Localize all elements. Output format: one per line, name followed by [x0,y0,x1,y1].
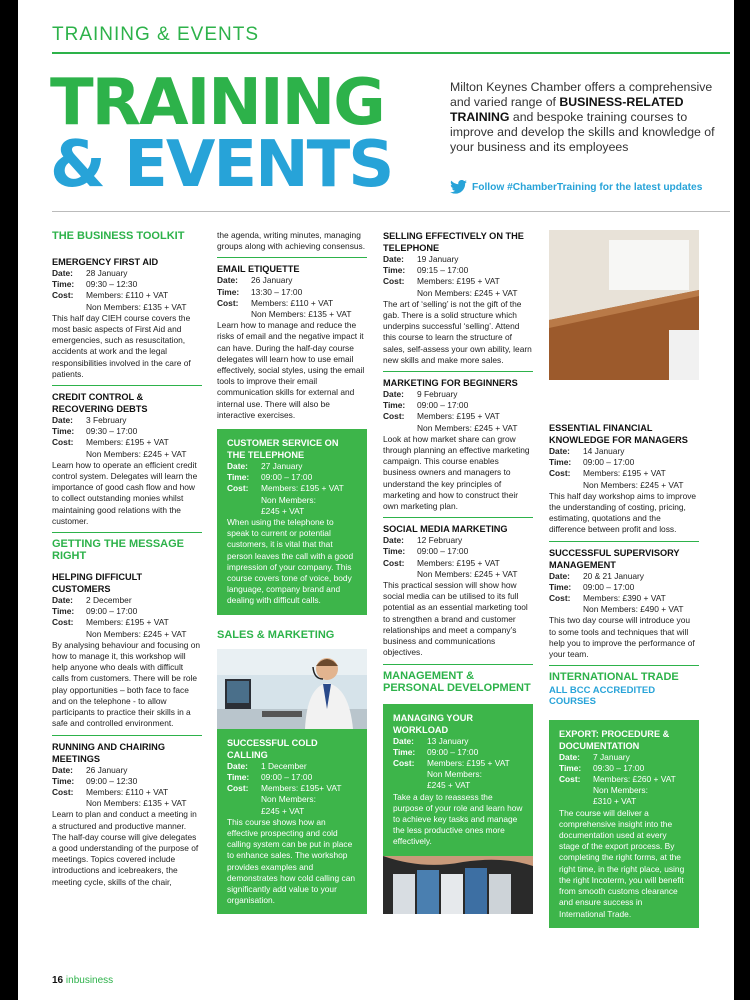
rule [52,532,202,533]
date-label: Date: [393,735,414,746]
intro-text [450,80,725,155]
time-label: Time: [52,426,75,437]
course-time: 09:00 – 17:00 [417,546,469,557]
date-label: Date: [383,535,404,546]
course-details [383,254,533,299]
cost-label: Cost: [227,783,249,794]
section-heading: MANAGEMENT & PERSONAL DEVELOPMENT [383,669,531,694]
member-cost: Members: £195 + VAT [86,437,169,448]
twitter-follow[interactable] [450,180,702,194]
course-details [217,275,367,320]
time-label: Time: [549,581,572,592]
non-member-label: Non Members: [261,494,316,505]
course-date: 13 January [427,735,469,746]
publication-name: inbusiness [65,975,114,986]
non-member-label: Non Members: [261,794,316,805]
course-title: CREDIT CONTROL & RECOVERING DEBTS [52,392,148,415]
magazine-page [18,0,734,1000]
member-cost: Members: £260 + VAT [593,774,676,785]
column-2 [217,230,367,914]
call-centre-photo [217,649,367,729]
page-number: 16 [52,975,64,986]
rule [383,517,533,518]
date-label: Date: [227,760,248,771]
cost-label: Cost: [383,276,405,287]
course-description: This half day CIEH course covers the most basic aspects of First Aid and emergencies, such as resuscitation, accidents at work and the legal responsibilities involved in the care of patients. [52,312,191,379]
rule [549,665,699,666]
course-date: 28 January [86,268,128,278]
course-description: The art of ‘selling’ is not the gift of the gab. There is a solid structure which underpins successful ‘selling’. Attend this course to learn the structure of sales, self-assess your own ability, learn new skills and make more sales. [383,298,532,365]
course-title: RUNNING AND CHAIRING MEETINGS [52,741,165,764]
course-details [559,752,689,808]
rule [52,735,202,736]
time-label: Time: [559,762,582,773]
course-title: CUSTOMER SERVICE ON THE TELEPHONE [227,438,339,461]
office-image [549,230,699,380]
non-member-cost: Non Members: £135 + VAT [86,301,187,312]
member-cost: Members: £195+ VAT [261,783,342,794]
member-cost: Members: £195 + VAT [427,757,510,768]
course-details [227,761,357,817]
course-date: 1 December [261,760,307,771]
rule [383,371,533,372]
cost-label: Cost: [383,411,405,422]
non-member-cost: Non Members: £490 + VAT [583,604,684,615]
continued-text: the agenda, writing minutes, managing groups along with achieving consensus. [217,230,366,252]
non-member-cost: Non Members: £245 + VAT [86,448,187,459]
course-description: This half day workshop aims to improve the understanding of costing, pricing, estimating, quotations and the difference between profit and loss. [549,490,697,535]
section-heading: SALES & MARKETING [217,628,335,641]
intro-bold: BUSINESS-RELATED TRAINING [450,95,684,124]
cost-label: Cost: [227,483,249,494]
cost-label: Cost: [52,290,74,301]
column-1 [52,230,202,888]
course-time: 09:30 – 12:30 [86,279,138,290]
time-label: Time: [52,606,75,617]
time-label: Time: [393,746,416,757]
date-label: Date: [52,415,73,426]
course-title: EMAIL ETIQUETTE [217,264,300,275]
date-label: Date: [227,461,248,472]
course-date: 3 February [86,415,127,426]
date-label: Date: [52,595,73,606]
course-time: 09:00 – 17:00 [261,472,313,483]
section-heading: INTERNATIONAL TRADE [549,671,679,684]
course-description: When using the telephone to speak to current or potential customers, it is vital that that person leaves the call with a good impression of your company. This course covers tone of voice, body language, company brand and dealing with difficult calls. [227,517,354,606]
member-cost: Members: £195 + VAT [417,411,500,422]
member-cost: Members: £110 + VAT [86,290,169,301]
member-cost: Members: £110 + VAT [86,786,169,797]
non-member-cost: Non Members: £245 + VAT [417,568,518,579]
course-title: EMERGENCY FIRST AID [52,257,159,267]
cost-label: Cost: [52,437,74,448]
section-label: TRAINING & EVENTS [52,24,260,45]
course-details [52,268,202,313]
time-label: Time: [383,400,406,411]
course-description: Learn how to manage and reduce the risks of email and the negative impact it can have. During the half-day course delegates will learn how to use email effectively, social styles, using the email tools to improve their email communication skills for external and internal use. There will also be interactive exercises. [217,320,365,420]
course-description: This two day course will introduce you to some tools and techniques that will help you to improve the performance of your team. [549,615,695,660]
member-cost: Members: £195 + VAT [417,557,500,568]
course-description: This practical session will show how social media can be utilised to its full potential as an essential marketing tool to strengthen a brand and customer relationships and meet a company’s business and communications objectives. [383,580,528,658]
non-member-cost: Non Members: £135 + VAT [86,798,187,809]
office-photo [549,230,699,380]
member-cost: Members: £195 + VAT [417,276,500,287]
cost-label: Cost: [549,468,571,479]
time-label: Time: [52,775,75,786]
top-rule [52,52,730,54]
course-time: 09:30 – 17:00 [593,762,645,773]
course-details [549,571,699,616]
course-time: 09:15 – 17:00 [417,265,469,276]
course-title: SUCCESSFUL COLD CALLING [227,737,318,760]
cost-label: Cost: [217,297,239,308]
course-date: 19 January [417,254,459,264]
course-date: 7 January [593,751,630,762]
course-date: 20 & 21 January [583,570,644,581]
binders-image [383,856,533,914]
right-edge [734,0,750,1000]
rule [383,664,533,665]
non-member-cost: £310 + VAT [593,796,637,807]
cost-label: Cost: [559,774,581,785]
section-heading: GETTING THE MESSAGE RIGHT [52,538,185,563]
non-member-cost: £245 + VAT [261,805,305,816]
course-title: MANAGING YOUR WORKLOAD [393,712,473,735]
rule [52,385,202,386]
course-date: 14 January [583,446,625,456]
course-title: SOCIAL MEDIA MARKETING [383,524,508,535]
highlight-box [549,720,699,928]
non-member-label: Non Members: [593,785,648,796]
rule [217,257,367,258]
course-description: By analysing behaviour and focusing on how to manage it, this workshop will help anyone who deals with difficult calls from customers. There will be role play opportunities – both face to face and on the telephone - to allow participants to practice their skills in a safe and controlled environment. [52,639,201,729]
course-title: EXPORT: PROCEDURE & DOCUMENTATION [559,728,670,751]
course-date: 9 February [417,389,458,400]
cost-label: Cost: [549,593,571,604]
member-cost: Members: £110 + VAT [251,297,334,308]
time-label: Time: [52,279,75,290]
course-details [383,535,533,580]
twitter-text: Follow #ChamberTraining for the latest updates [472,181,703,193]
date-label: Date: [383,254,404,264]
title-line-2: & EVENTS [50,128,393,202]
time-label: Time: [227,771,250,782]
course-time: 09:00 – 17:00 [583,457,635,468]
highlight-box [217,729,367,915]
course-time: 09:00 – 12:30 [86,775,138,786]
course-description: This course shows how an effective prospecting and cold calling system can be put in place to enhance sales. The workshop provides examples and demonstrates how cold calling can significantly add value to your organisation. [227,816,356,906]
course-date: 26 January [251,275,293,286]
course-time: 13:30 – 17:00 [251,286,303,297]
intro-pre: Milton Keynes Chamber offers a comprehensive and varied range of [450,80,713,109]
section-heading: THE BUSINESS TOOLKIT [52,230,185,242]
time-label: Time: [549,457,572,468]
course-time: 09:00 – 17:00 [86,606,138,617]
date-label: Date: [52,764,73,775]
call-centre-image [217,649,367,729]
cost-label: Cost: [52,617,74,628]
course-title: MARKETING FOR BEGINNERS [383,378,518,389]
intro-post: and bespoke training courses to improve and develop the skills and knowledge of your business and its employees [450,110,715,154]
course-date: 2 December [86,595,132,606]
column-3 [383,230,533,914]
date-label: Date: [559,751,580,762]
course-title: SELLING EFFECTIVELY ON THE TELEPHONE [383,231,524,253]
course-description: The course will deliver a comprehensive insight into the documentation used at every stage of the export process. By completing the right forms, at the right time, in the right place, using the right Incoterm, you will benefit from smooth customs clearance and ensure success in International Trade. [559,807,685,919]
course-time: 09:00 – 17:00 [261,771,313,782]
course-details [383,389,533,434]
member-cost: Members: £195 + VAT [86,617,169,628]
time-label: Time: [383,265,406,276]
course-description: Take a day to reassess the purpose of your role and learn how to achieve key tasks and manage the less productive ones more effectively. [393,791,523,847]
course-description: Look at how market share can grow through planning an effective marketing campaign. This course enables business owners and managers to understand the key principles of marketing and how to construct their own marketing plan. [383,433,530,512]
time-label: Time: [217,286,240,297]
course-description: Learn how to operate an efficient credit control system. Delegates will learn the importance of good cash flow and how to collect outstanding monies whilst maintaining good relations with the customer. [52,459,198,526]
course-details [227,461,357,517]
member-cost: Members: £195 + VAT [583,468,666,479]
course-time: 09:00 – 17:00 [583,581,635,592]
non-member-cost: £245 + VAT [427,780,471,791]
non-member-cost: Non Members: £245 + VAT [417,422,518,433]
highlight-box [217,429,367,615]
course-details [52,765,202,810]
left-edge [0,0,18,1000]
non-member-cost: Non Members: £135 + VAT [251,309,352,320]
non-member-cost: Non Members: £245 + VAT [583,479,684,490]
course-title: HELPING DIFFICULT CUSTOMERS [52,572,143,595]
course-details [549,446,699,491]
time-label: Time: [227,472,250,483]
divider [52,211,730,212]
date-label: Date: [549,570,570,581]
course-time: 09:30 – 17:00 [86,426,138,437]
column-4 [549,230,699,928]
date-label: Date: [549,446,570,456]
course-details [52,415,202,460]
twitter-bird-icon [450,180,467,194]
title-line-1: TRAINING [50,66,384,140]
page-title [50,66,393,202]
date-label: Date: [217,275,238,286]
page-footer [52,975,113,986]
course-date: 12 February [417,535,463,546]
rule [549,541,699,542]
cost-label: Cost: [383,557,405,568]
date-label: Date: [52,268,73,278]
course-details [393,736,523,792]
cost-label: Cost: [52,786,74,797]
course-description: Learn to plan and conduct a meeting in a structured and productive manner. The half-day course will give delegates a good understanding of the purpose of meetings. Topics covered include introductions and icebreakers, the meeting cycle, skills of the chair, [52,809,199,887]
time-label: Time: [383,546,406,557]
non-member-cost: Non Members: £245 + VAT [86,628,187,639]
course-date: 26 January [86,764,128,775]
cost-label: Cost: [393,757,415,768]
course-title: ESSENTIAL FINANCIAL KNOWLEDGE FOR MANAGERS [549,423,688,445]
non-member-cost: £245 + VAT [261,505,305,516]
member-cost: Members: £195 + VAT [261,483,344,494]
highlight-box [383,704,533,856]
course-time: 09:00 – 17:00 [427,746,479,757]
non-member-label: Non Members: [427,769,482,780]
course-details [52,595,202,640]
non-member-cost: Non Members: £245 + VAT [417,287,518,298]
binders-photo [383,856,533,914]
course-date: 27 January [261,461,303,472]
date-label: Date: [383,389,404,400]
course-title: SUCCESSFUL SUPERVISORY MANAGEMENT [549,547,680,570]
member-cost: Members: £390 + VAT [583,593,666,604]
course-time: 09:00 – 17:00 [417,400,469,411]
section-subheading: ALL BCC ACCREDITED COURSES [549,685,656,708]
